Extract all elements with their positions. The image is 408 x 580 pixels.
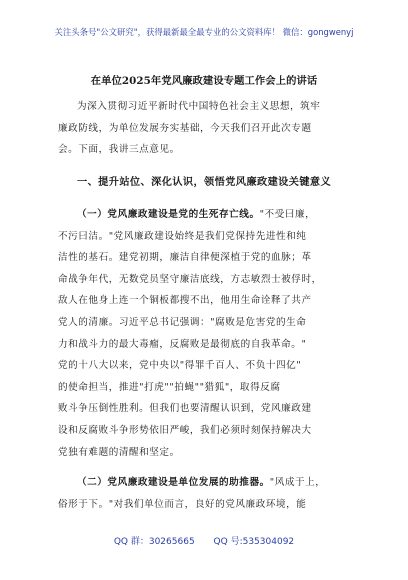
paragraph-line: 廉政防线，为单位发展夯实基础，今天我们召开此次专题 (58, 122, 312, 134)
paragraph-line: 命战争年代，无数党员坚守廉洁底线，方志敏烈士被俘时， (58, 273, 322, 285)
paragraph-line: 设和反腐败斗争形势依旧严峻，我们必须时刻保持解决大 (58, 424, 312, 436)
paragraph-line: 党的十八大以来，党中央以"得罪千百人、不负十四亿" (58, 360, 302, 372)
paragraph-line: 党独有难题的清醒和坚定。 (58, 446, 180, 458)
paragraph-line: 的使命担当，推进"打虎""拍蝇""猎狐"，取得反腐 (58, 381, 281, 393)
paragraph-line: 会。下面，我讲三点意见。 (58, 144, 180, 156)
paragraph-first-line (58, 204, 354, 226)
paragraph-first-line (58, 472, 354, 494)
paragraph-line: 为深入贯彻习近平新时代中国特色社会主义思想，筑牢 (77, 101, 321, 112)
paragraph-line: 俗形于下。"对我们单位而言，良好的党风廉政环境，能 (58, 498, 307, 510)
intro-paragraph (58, 96, 354, 161)
qq-number-text: QQ 号:535304092 (213, 537, 295, 547)
section-heading: 一、提升站位、深化认识，领悟党风廉政建设关键意义 (77, 176, 332, 188)
paragraph-line: 力和战斗力的最大毒瘤，反腐败是最彻底的自我革命。" (58, 338, 307, 350)
paragraph-line: 不污曰洁。"党风廉政建设始终是我们党保持先进性和纯 (58, 230, 307, 242)
paragraph-line: 洁性的基石。建党初期，廉洁自律便深植于党的血脉；革 (58, 252, 312, 264)
point-lead-quote: "不受曰廉， (259, 209, 316, 220)
paragraph-line: 敌人在他身上连一个铜板都搜不出，他用生命诠释了共产 (58, 295, 312, 307)
paragraph-line: 败斗争压倒性胜利。但我们也要清醒认识到，党风廉政建 (58, 403, 312, 415)
point-heading: （二）党风廉政建设是单位发展的助推器。 (77, 477, 270, 488)
document-title: 在单位2025年党风廉政建设专题工作会上的讲话 (90, 75, 318, 87)
point-heading: （一）党风廉政建设是党的生死存亡线。 (77, 209, 260, 220)
point2-paragraph (58, 472, 354, 515)
paragraph-line: 党人的清廉。习近平总书记强调："腐败是危害党的生命 (58, 316, 307, 328)
footer-contact (0, 534, 408, 547)
header-banner: 关注头条号"公文研究"，获得最新最全最专业的公文资料库！ 微信：gongwenyj (54, 27, 354, 37)
qq-group-text: QQ 群：30265665 (113, 537, 195, 547)
point-lead-quote: "风成于上， (269, 477, 326, 488)
point1-paragraph (58, 204, 354, 463)
